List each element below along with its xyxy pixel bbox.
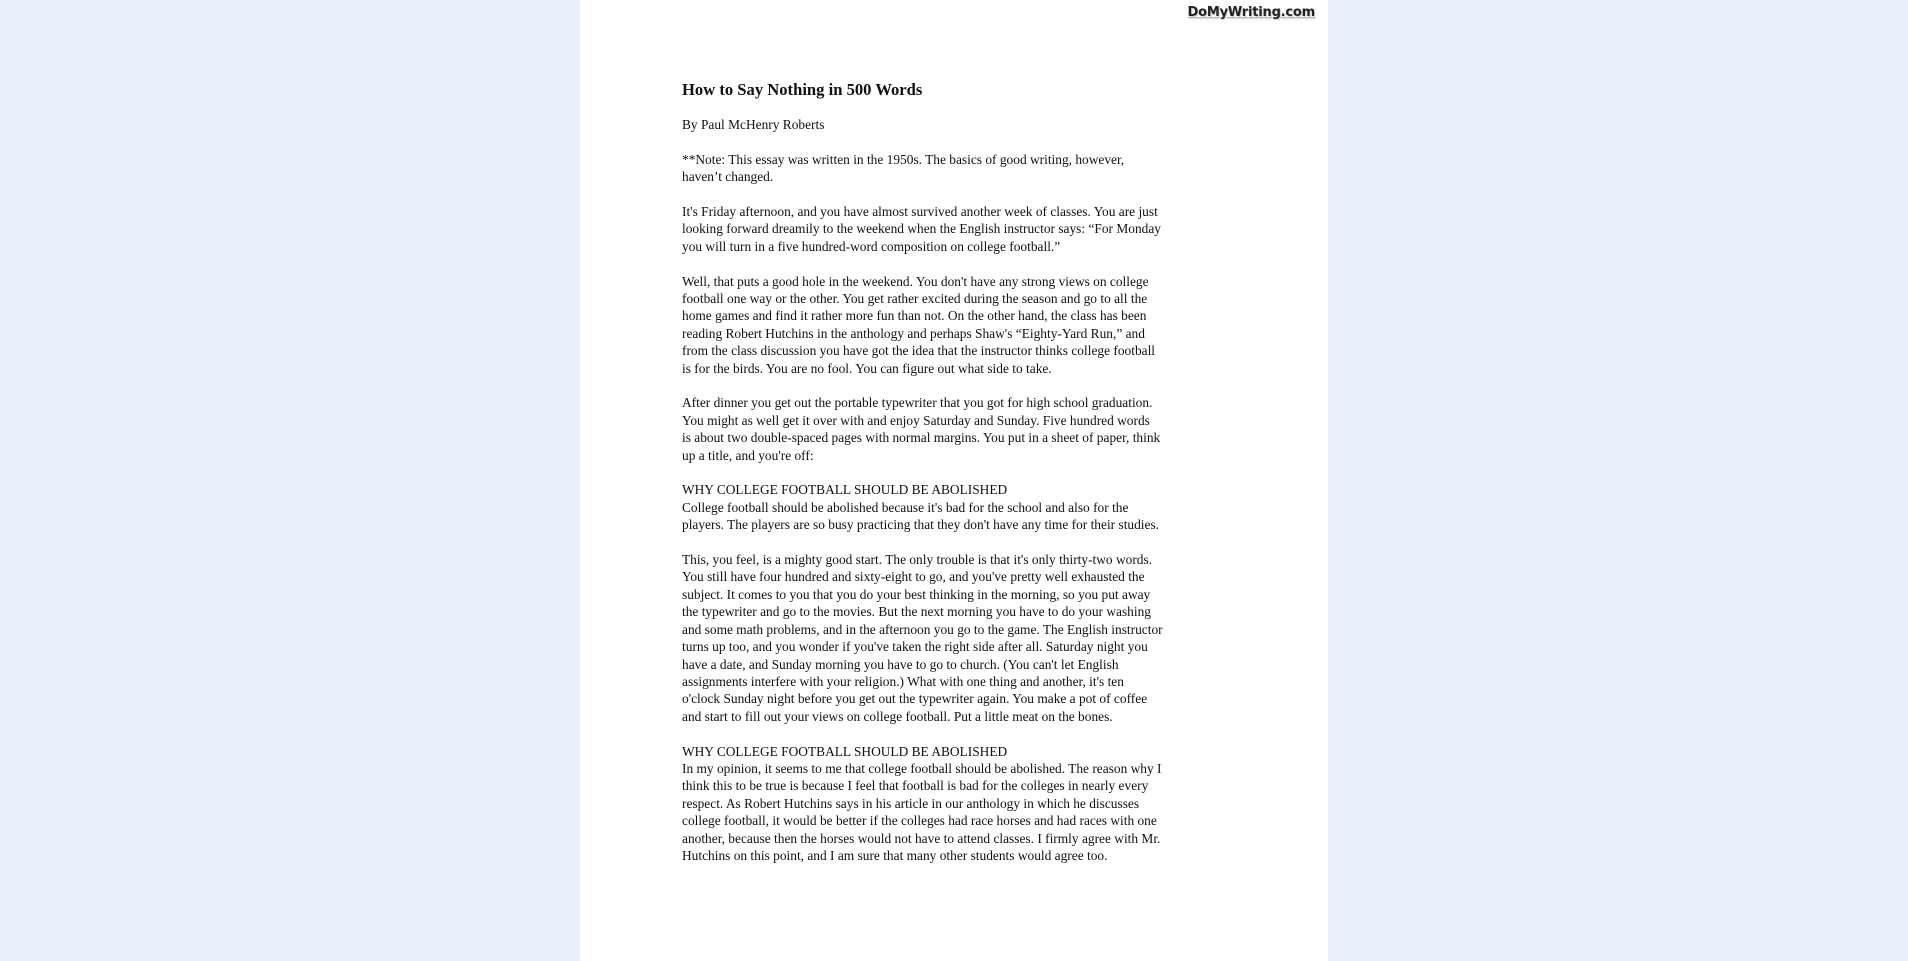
paragraph-1: It's Friday afternoon, and you have almost survived another week of classes. You are just looking forward dreamily to the weekend when the English instructor says: “For Monday you will turn in a five hundred-word composition on college football.” (682, 204, 1161, 254)
sample-essay-2 (682, 743, 1242, 865)
essay-title: How to Say Nothing in 500 Words (682, 80, 923, 99)
document-page (580, 0, 1328, 961)
paragraph-3: After dinner you get out the portable typewriter that you got for high school graduation. You might as well get it over with and enjoy Saturday and Sunday. Five hundred words is about two double-spaced pages with normal margins. You put in a sheet of paper, think up a title, and you're off: (682, 395, 1161, 463)
sample-essay-2-heading: WHY COLLEGE FOOTBALL SHOULD BE ABOLISHED (682, 743, 1008, 759)
paragraph-4: This, you feel, is a mighty good start. The only trouble is that it's only thirty-two words. You still have four hundred and sixty-eight to go, and you've pretty well exhausted the subject. It comes to you that you do your best thinking in the morning, so you put away the typewriter and go to the movies. But the next morning you have to do your washing and some math problems, and in the afternoon you go to the game. The English instructor turns up too, and you wonder if you've taken the right side after all. Saturday night you have a date, and Sunday morning you have to go to church. (You can't let English assignments interfere with your religion.) What with one thing and another, it's ten o'clock Sunday night before you get out the typewriter again. You make a pot of coffee and start to fill out your views on college football. Put a little meat on the bones. (682, 552, 1163, 724)
essay-body (682, 80, 1242, 882)
sample-essay-1 (682, 481, 1242, 533)
paragraph-2: Well, that puts a good hole in the weekend. You don't have any strong views on college football one way or the other. You get rather excited during the season and go to all the home games and find it rather more fun than not. On the other hand, the class has been reading Robert Hutchins in the anthology and perhaps Shaw's “Eighty-Yard Run,” and from the class discussion you have got the idea that the instructor thinks college football is for the birds. You are no fool. You can figure out what side to take. (682, 273, 1156, 376)
sample-essay-1-heading: WHY COLLEGE FOOTBALL SHOULD BE ABOLISHED (682, 482, 1008, 498)
editor-note: **Note: This essay was written in the 1950s. The basics of good writing, however, haven’t changed. (682, 151, 1125, 185)
sample-essay-1-text: College football should be abolished because it's bad for the school and also for the players. The players are so busy practicing that they don't have any time for their studies. (682, 499, 1160, 533)
byline: By Paul McHenry Roberts (682, 117, 825, 132)
site-watermark-link[interactable]: DoMyWriting.com (1187, 5, 1315, 20)
sample-essay-2-text: In my opinion, it seems to me that college football should be abolished. The reason why I think this to be true is because I feel that football is bad for the colleges in nearly every respect. As Robert Hutchins says in his article in our anthology in which he discusses college football, it would be better if the colleges had race horses and had races with one another, because then the horses would not have to attend classes. I firmly agree with Mr. Hutchins on this point, and I am sure that many other students would agree too. (682, 760, 1162, 863)
